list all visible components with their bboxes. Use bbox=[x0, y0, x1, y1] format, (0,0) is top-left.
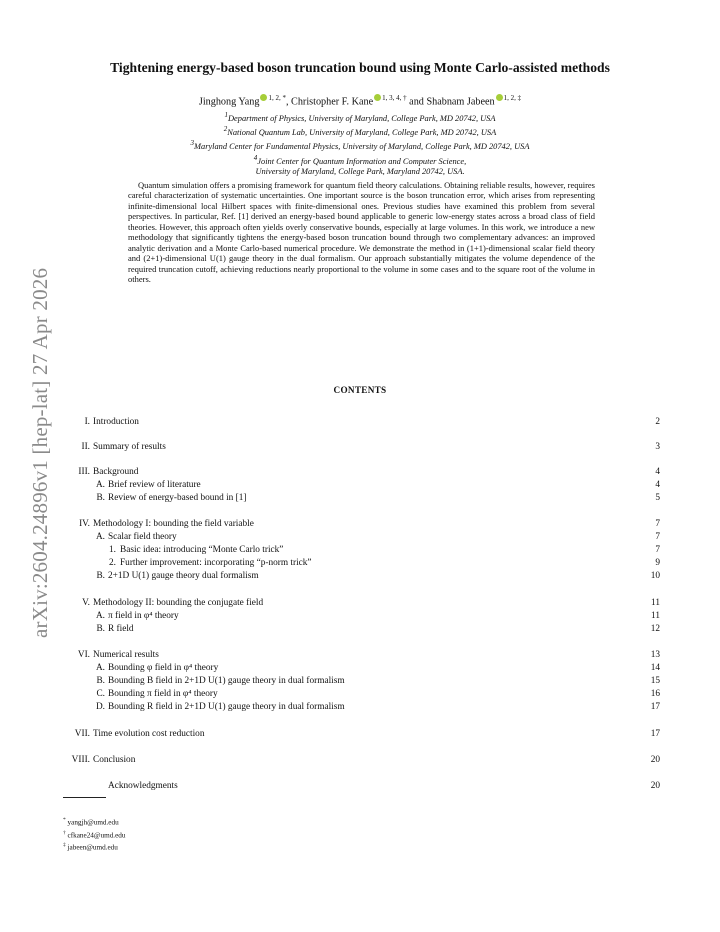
toc-entry[interactable] bbox=[0, 492, 720, 504]
orcid-icon[interactable] bbox=[260, 94, 267, 101]
toc-entry-title[interactable]: Time evolution cost reduction bbox=[93, 729, 205, 739]
toc-entry-title[interactable]: Bounding B field in 2+1D U(1) gauge theory in dual formalism bbox=[108, 676, 345, 686]
toc-entry[interactable] bbox=[0, 416, 720, 428]
affiliation-line bbox=[0, 153, 720, 167]
toc-entry-number: I. bbox=[84, 417, 90, 427]
toc-entry-title[interactable]: Bounding R field in 2+1D U(1) gauge theory in dual formalism bbox=[108, 702, 345, 712]
toc-entry-page: 12 bbox=[650, 624, 660, 634]
toc-entry-title[interactable]: Basic idea: introducing “Monte Carlo trick” bbox=[120, 545, 284, 555]
toc-entry[interactable] bbox=[0, 479, 720, 491]
affiliation-list bbox=[0, 110, 720, 177]
toc-entry[interactable] bbox=[0, 557, 720, 569]
toc-entry[interactable] bbox=[0, 649, 720, 661]
affiliation-mark: 4 bbox=[253, 153, 258, 162]
toc-entry-page: 11 bbox=[651, 611, 660, 621]
orcid-icon[interactable] bbox=[496, 94, 503, 101]
toc-entry[interactable] bbox=[0, 662, 720, 674]
toc-entry-page: 9 bbox=[655, 558, 660, 568]
author-separator: , bbox=[285, 96, 292, 108]
affiliation-text: Joint Center for Quantum Information and Computer Science, bbox=[257, 156, 467, 166]
author-name: Jinghong Yang bbox=[198, 96, 260, 108]
affiliation-text: Department of Physics, University of Maryland, College Park, MD 20742, USA bbox=[228, 113, 496, 123]
toc-entry[interactable] bbox=[0, 570, 720, 582]
toc-entry-number: VI. bbox=[77, 650, 90, 660]
toc-entry-title[interactable]: 2+1D U(1) gauge theory dual formalism bbox=[108, 571, 259, 581]
toc-entry-page: 11 bbox=[651, 598, 660, 608]
toc-entry-number: A. bbox=[95, 611, 105, 621]
toc-entry-title[interactable]: Introduction bbox=[93, 417, 139, 427]
toc-entry[interactable] bbox=[0, 728, 720, 740]
toc-entry-number: II. bbox=[81, 442, 90, 452]
toc-entry-title[interactable]: Methodology I: bounding the field variable bbox=[93, 519, 254, 529]
orcid-icon[interactable] bbox=[374, 94, 381, 101]
toc-entry-title[interactable]: Scalar field theory bbox=[108, 532, 177, 542]
author-name: Christopher F. Kane bbox=[291, 96, 374, 108]
affiliation-mark: 1 bbox=[224, 111, 228, 119]
toc-entry-page: 13 bbox=[650, 650, 660, 660]
toc-entry-title[interactable]: Further improvement: incorporating “p-norm trick” bbox=[120, 558, 312, 568]
toc-entry-title[interactable]: Numerical results bbox=[93, 650, 159, 660]
toc-entry-number: VII. bbox=[74, 729, 90, 739]
affiliation-text: Maryland Center for Fundamental Physics, University of Maryland, College Park, MD 20742, USA bbox=[194, 142, 530, 152]
author-separator: and bbox=[406, 96, 427, 108]
toc-entry[interactable] bbox=[0, 623, 720, 635]
toc-entry[interactable] bbox=[0, 518, 720, 530]
affiliation-text: National Quantum Lab, University of Maryland, College Park, MD 20742, USA bbox=[227, 128, 497, 137]
toc-entry[interactable] bbox=[0, 441, 720, 453]
toc-entry-page: 7 bbox=[655, 545, 660, 555]
footnote-email[interactable]: jabeen@umd.edu bbox=[67, 843, 118, 852]
toc-entry-title[interactable]: Bounding π field in φ⁴ theory bbox=[108, 689, 218, 699]
toc-entry-page: 17 bbox=[650, 702, 660, 712]
footnote-mark: † bbox=[63, 829, 66, 836]
toc-entry[interactable] bbox=[0, 531, 720, 543]
affiliation-mark: 3 bbox=[190, 139, 195, 148]
toc-entry-number: D. bbox=[95, 702, 105, 712]
toc-entry-title[interactable]: Acknowledgments bbox=[108, 781, 178, 791]
contents-heading: CONTENTS bbox=[333, 385, 387, 395]
toc-entry-page: 3 bbox=[655, 442, 660, 452]
toc-entry-number: B. bbox=[96, 676, 105, 686]
toc-entry[interactable] bbox=[0, 754, 720, 766]
toc-entry[interactable] bbox=[0, 675, 720, 687]
toc-entry-page: 20 bbox=[650, 755, 660, 765]
toc-entry[interactable] bbox=[0, 544, 720, 556]
author-name: Shabnam Jabeen bbox=[426, 96, 495, 108]
toc-entry-number: V. bbox=[82, 598, 90, 608]
toc-entry-number: 1. bbox=[109, 545, 116, 555]
toc-entry-title[interactable]: Background bbox=[93, 467, 139, 477]
toc-entry[interactable] bbox=[0, 597, 720, 609]
footnote bbox=[63, 840, 125, 853]
footnote-email[interactable]: yangjh@umd.edu bbox=[67, 818, 119, 827]
affiliation-line bbox=[0, 167, 720, 177]
toc-entry-page: 5 bbox=[655, 493, 660, 503]
toc-entry-title[interactable]: Review of energy-based bound in [1] bbox=[108, 493, 247, 503]
toc-entry[interactable] bbox=[0, 688, 720, 700]
toc-entry-title[interactable]: Summary of results bbox=[93, 442, 166, 452]
footnote-mark: * bbox=[63, 817, 66, 823]
toc-entry-page: 10 bbox=[650, 571, 660, 581]
toc-entry-number: A. bbox=[95, 663, 105, 673]
toc-entry-number: A. bbox=[95, 480, 105, 490]
author-marks: 1, 3, 4, † bbox=[382, 94, 407, 102]
toc-entry-page: 2 bbox=[655, 417, 660, 427]
toc-entry-number: VIII. bbox=[71, 755, 90, 765]
toc-entry-title[interactable]: π field in φ⁴ theory bbox=[108, 611, 179, 621]
toc-entry-number: III. bbox=[78, 467, 90, 477]
toc-entry-title[interactable]: Conclusion bbox=[93, 755, 136, 765]
toc-entry-page: 16 bbox=[650, 689, 660, 699]
toc-entry[interactable] bbox=[0, 466, 720, 478]
paper-title: Tightening energy-based boson truncation bound using Monte Carlo-assisted methods bbox=[110, 60, 610, 75]
toc-entry-number: B. bbox=[96, 493, 105, 503]
toc-entry-number: B. bbox=[96, 571, 105, 581]
toc-entry[interactable] bbox=[0, 701, 720, 713]
footnote-email[interactable]: cfkane24@umd.edu bbox=[67, 830, 126, 839]
footnote bbox=[63, 815, 125, 828]
toc-entry-number: C. bbox=[96, 689, 105, 699]
affiliation-line bbox=[0, 138, 720, 152]
toc-entry-page: 20 bbox=[650, 781, 660, 791]
toc-entry-title[interactable]: R field bbox=[108, 624, 134, 634]
toc-entry[interactable] bbox=[0, 780, 720, 792]
toc-entry-page: 4 bbox=[655, 480, 660, 490]
abstract-text: Quantum simulation offers a promising framework for quantum field theory calculations. Obtaining reliable results, however, requires careful characterization of systematic uncertainties. One important source is the boson truncation error, which arises from representing infinite-dimensional local Hilbert spaces with finite-dimensional ones. Previous studies have examined this problem from several perspectives. In particular, Ref. [1] derived an energy-based bound applicable to generic low-energy states across a broad class of field theories. However, this approach often yields overly conservative bounds, especially at large volumes. In this work, we introduce a new methodology that significantly tightens the energy-based boson truncation bound through two complementary advances: an improved analytic derivation and a Monte Carlo-based numerical procedure. We demonstrate the method in (1+1)-dimensional scalar field theory and (2+1)-dimensional U(1) gauge theory in the dual formalism. Our approach substantially mitigates the volume dependence of the required truncation cutoff, achieving reductions nearly proportional to the volume in some cases and to the square root of the volume in others. bbox=[128, 180, 595, 285]
toc-entry[interactable] bbox=[0, 610, 720, 622]
affiliation-mark: 2 bbox=[223, 125, 228, 134]
arxiv-identifier-stamp: arXiv:2604.24896v1 [hep-lat] 27 Apr 2026 bbox=[28, 267, 52, 638]
footnote-divider bbox=[63, 797, 106, 798]
author-list bbox=[0, 94, 720, 107]
toc-entry-page: 4 bbox=[655, 467, 660, 477]
toc-entry-number: B. bbox=[96, 624, 105, 634]
author-marks: 1, 2, * bbox=[268, 94, 286, 102]
toc-entry-title[interactable]: Bounding φ field in φ⁴ theory bbox=[108, 663, 219, 673]
toc-entry-page: 14 bbox=[650, 663, 660, 673]
affiliation-text: University of Maryland, College Park, Maryland 20742, USA. bbox=[255, 166, 465, 176]
toc-entry-page: 15 bbox=[650, 676, 660, 686]
toc-entry-number: IV. bbox=[79, 519, 90, 529]
toc-entry-number: A. bbox=[95, 532, 105, 542]
affiliation-line bbox=[0, 110, 720, 124]
toc-entry-page: 17 bbox=[650, 729, 660, 739]
toc-entry-number: 2. bbox=[109, 558, 116, 568]
abstract bbox=[128, 180, 595, 285]
footnote bbox=[63, 828, 125, 841]
affiliation-line bbox=[0, 124, 720, 138]
toc-entry-title[interactable]: Methodology II: bounding the conjugate field bbox=[93, 598, 264, 608]
author-marks: 1, 2, ‡ bbox=[503, 94, 522, 102]
footnote-list bbox=[63, 815, 125, 853]
toc-entry-page: 7 bbox=[655, 532, 660, 542]
toc-entry-page: 7 bbox=[655, 519, 660, 529]
toc-entry-title[interactable]: Brief review of literature bbox=[108, 480, 201, 490]
footnote-mark: ‡ bbox=[63, 842, 66, 849]
